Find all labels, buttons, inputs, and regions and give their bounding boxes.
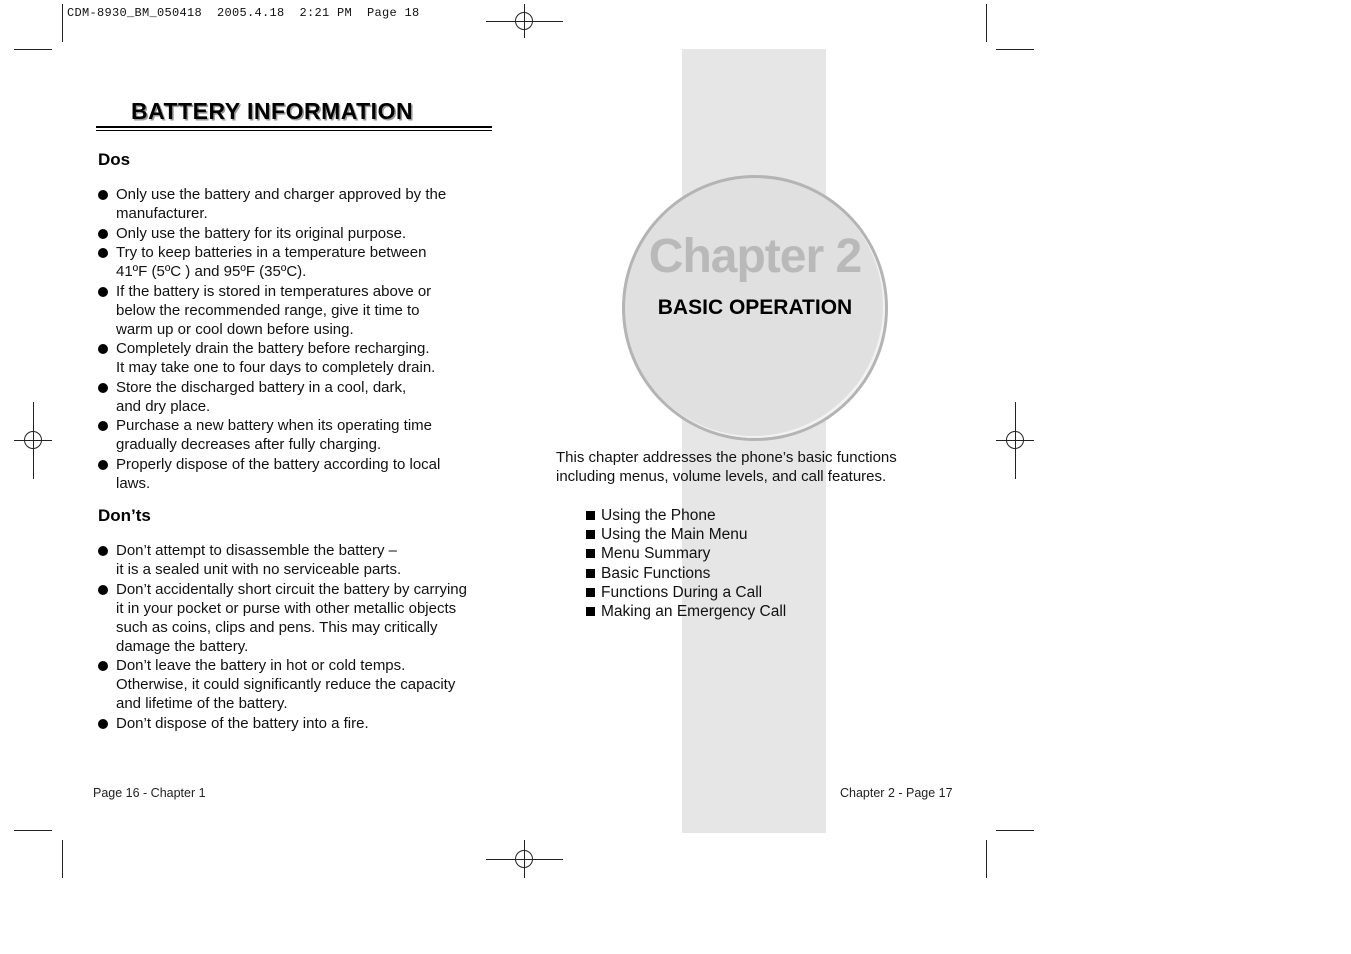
dos-item: If the battery is stored in temperatures above or below the recommended range, give it time to warm up or cool down before using.	[97, 282, 497, 339]
title-rule	[96, 126, 492, 128]
topic-item: Using the Main Menu	[586, 525, 786, 544]
dos-list	[97, 185, 497, 493]
topic-item: Using the Phone	[586, 506, 786, 525]
chapter-label: Chapter 2	[648, 230, 862, 283]
topic-item: Functions During a Call	[586, 583, 786, 602]
dos-item: Completely drain the battery before recharging. It may take one to four days to completely drain.	[97, 339, 497, 377]
topic-item: Menu Summary	[586, 544, 786, 563]
printer-slug: CDM-8930_BM_050418 2005.4.18 2:21 PM Page 18	[67, 6, 420, 20]
donts-item: Don’t leave the battery in hot or cold temps. Otherwise, it could significantly reduce the capacity and lifetime of the battery.	[97, 656, 497, 713]
left-folio: Page 16 - Chapter 1	[93, 786, 206, 800]
dos-item: Store the discharged battery in a cool, dark, and dry place.	[97, 378, 497, 416]
dos-item: Properly dispose of the battery according to local laws.	[97, 455, 497, 493]
title-rule-thin	[96, 130, 492, 131]
donts-heading: Don’ts	[98, 506, 151, 525]
dos-heading: Dos	[98, 150, 131, 169]
dos-item: Try to keep batteries in a temperature between 41ºF (5ºC ) and 95ºF (35ºC).	[97, 243, 497, 281]
topic-item: Basic Functions	[586, 564, 786, 583]
dos-item: Only use the battery for its original purpose.	[97, 224, 497, 243]
topic-list	[586, 506, 786, 621]
donts-item: Don’t dispose of the battery into a fire.	[97, 714, 497, 733]
dos-item: Only use the battery and charger approved by the manufacturer.	[97, 185, 497, 223]
page-title: BATTERY INFORMATION	[131, 98, 414, 124]
chapter-band	[682, 49, 826, 833]
chapter-title: BASIC OPERATION	[657, 296, 853, 319]
donts-item: Don’t accidentally short circuit the battery by carrying it in your pocket or purse with other metallic objects such as coins, clips and pens. This may critically damage the battery.	[97, 580, 497, 656]
chapter-intro: This chapter addresses the phone’s basic functions including menus, volume levels, and call features.	[556, 449, 897, 485]
donts-list	[97, 541, 497, 733]
topic-item: Making an Emergency Call	[586, 602, 786, 621]
donts-item: Don’t attempt to disassemble the battery – it is a sealed unit with no serviceable parts.	[97, 541, 497, 579]
dos-item: Purchase a new battery when its operating time gradually decreases after fully charging.	[97, 416, 497, 454]
right-folio: Chapter 2 - Page 17	[840, 786, 953, 800]
